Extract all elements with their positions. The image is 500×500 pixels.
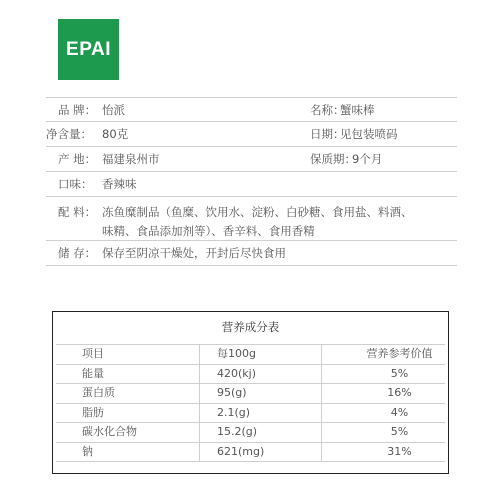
nutrition-title: 营养成分表: [221, 320, 280, 334]
date-value: 见包装喷码: [340, 127, 398, 141]
storage-label: 储 存：: [58, 246, 97, 260]
info-row-origin: [46, 147, 457, 172]
info-row-storage: [46, 241, 457, 266]
storage-value: 保存至阴凉干燥处，开封后尽快食用: [102, 246, 286, 260]
nutrition-header-row: [56, 344, 445, 364]
nutrient-amount: 2.1(g): [217, 405, 251, 419]
nutrition-row: [56, 403, 445, 423]
header-nrv: 营养参考价值: [366, 347, 433, 360]
nutrition-row: [56, 364, 445, 384]
nutrient-name: 能量: [82, 366, 104, 380]
nutrient-name: 脂肪: [82, 405, 104, 419]
nutrition-table: [52, 311, 449, 474]
name-label: 名称：: [310, 103, 345, 117]
header-per-100g: 每100g: [217, 347, 256, 360]
nutrient-amount: 621(mg): [217, 444, 265, 458]
date-label: 日期：: [310, 127, 345, 141]
net-label: 净含量：: [46, 127, 92, 141]
info-row-brand: [46, 97, 457, 122]
nutrition-grid: [56, 344, 445, 462]
info-row-net: [46, 122, 457, 147]
nutrient-name: 碳水化合物: [82, 425, 137, 439]
shelf-life-value: 9个月: [352, 152, 383, 166]
product-info-table: [46, 97, 457, 266]
info-row-ingredients: [46, 197, 457, 241]
brand-logo: [58, 19, 119, 80]
header-item: 项目: [82, 347, 104, 360]
nutrient-nrv: 16%: [387, 386, 412, 400]
brand-logo-text: EPAI: [66, 38, 111, 60]
origin-value: 福建泉州市: [102, 152, 160, 166]
nutrient-nrv: 4%: [390, 405, 409, 419]
taste-value: 香辣味: [102, 177, 137, 191]
shelf-life-label: 保质期：: [310, 152, 356, 166]
origin-label: 产 地：: [58, 152, 97, 166]
nutrient-nrv: 5%: [390, 425, 409, 439]
nutrient-name: 蛋白质: [82, 386, 115, 400]
nutrition-row: [56, 383, 445, 403]
net-value: 80克: [102, 127, 129, 141]
nutrient-nrv: 5%: [390, 366, 409, 380]
brand-label: 品 牌：: [58, 103, 97, 117]
taste-label: 口味：: [58, 177, 93, 191]
ingredients-value: 冻鱼糜制品（鱼糜、饮用水、淀粉、白砂糖、食用盐、料酒、 味精、食品添加剂等）、香辛料、食用香精: [102, 205, 413, 238]
nutrient-nrv: 31%: [387, 444, 412, 458]
nutrient-amount: 15.2(g): [217, 425, 258, 439]
nutrition-row: [56, 442, 445, 462]
nutrient-name: 钠: [82, 444, 93, 458]
nutrition-row: [56, 422, 445, 442]
brand-value: 怡派: [102, 103, 125, 117]
ingredients-label: 配 料：: [58, 205, 97, 219]
info-row-taste: [46, 172, 457, 197]
nutrient-amount: 420(kj): [217, 366, 257, 380]
nutrient-amount: 95(g): [217, 386, 247, 400]
name-value: 蟹味棒: [340, 103, 375, 117]
